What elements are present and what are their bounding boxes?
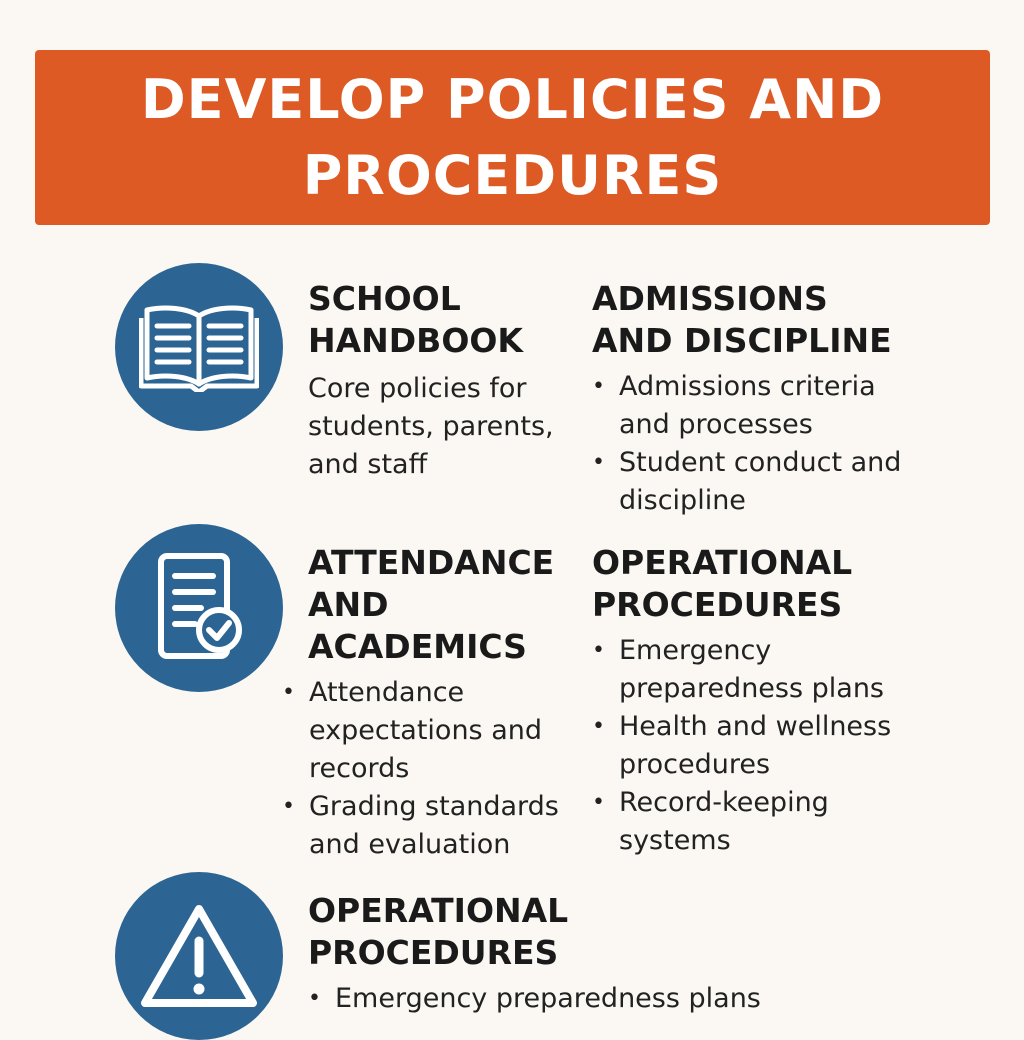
operational-heading: OPERATIONAL PROCEDURES xyxy=(592,543,853,624)
warning-triangle-icon xyxy=(139,901,259,1011)
handbook-icon-circle xyxy=(115,263,283,431)
operational-list-bottom xyxy=(308,980,828,1018)
operational-section-bottom xyxy=(308,890,828,1018)
admissions-section xyxy=(592,278,912,520)
list-item: • Record-keeping systems xyxy=(592,784,912,860)
attendance-list xyxy=(282,674,582,864)
handbook-section xyxy=(308,278,563,484)
list-item: • Emergency preparedness plans xyxy=(592,632,912,708)
list-item: • Student conduct and discipline xyxy=(592,444,912,520)
operational-list xyxy=(592,632,912,860)
list-item: • Health and wellness procedures xyxy=(592,708,912,784)
list-item: • Grading standards and evaluation xyxy=(282,788,582,864)
operational-section xyxy=(592,542,912,860)
list-item: • Attendance expectations and records xyxy=(282,674,582,788)
list-item: • Admissions criteria and processes xyxy=(592,368,912,444)
attendance-icon-circle xyxy=(115,524,283,692)
admissions-heading: ADMISSIONS AND DISCIPLINE xyxy=(592,279,892,360)
attendance-heading: ATTENDANCE AND ACADEMICS xyxy=(308,543,555,666)
document-check-icon xyxy=(149,548,249,668)
operational-icon-circle xyxy=(115,872,283,1040)
handbook-heading: SCHOOL HANDBOOK xyxy=(308,279,523,360)
admissions-list xyxy=(592,368,912,520)
title-banner xyxy=(35,50,990,225)
page-title: DEVELOP POLICIES AND PROCEDURES xyxy=(140,67,885,207)
handbook-description: Core policies for students, parents, and staff xyxy=(308,373,554,480)
list-item: • Emergency preparedness plans xyxy=(308,980,828,1018)
attendance-section xyxy=(282,542,582,864)
open-book-icon xyxy=(139,302,259,392)
operational-heading-bottom: OPERATIONAL PROCEDURES xyxy=(308,891,569,972)
